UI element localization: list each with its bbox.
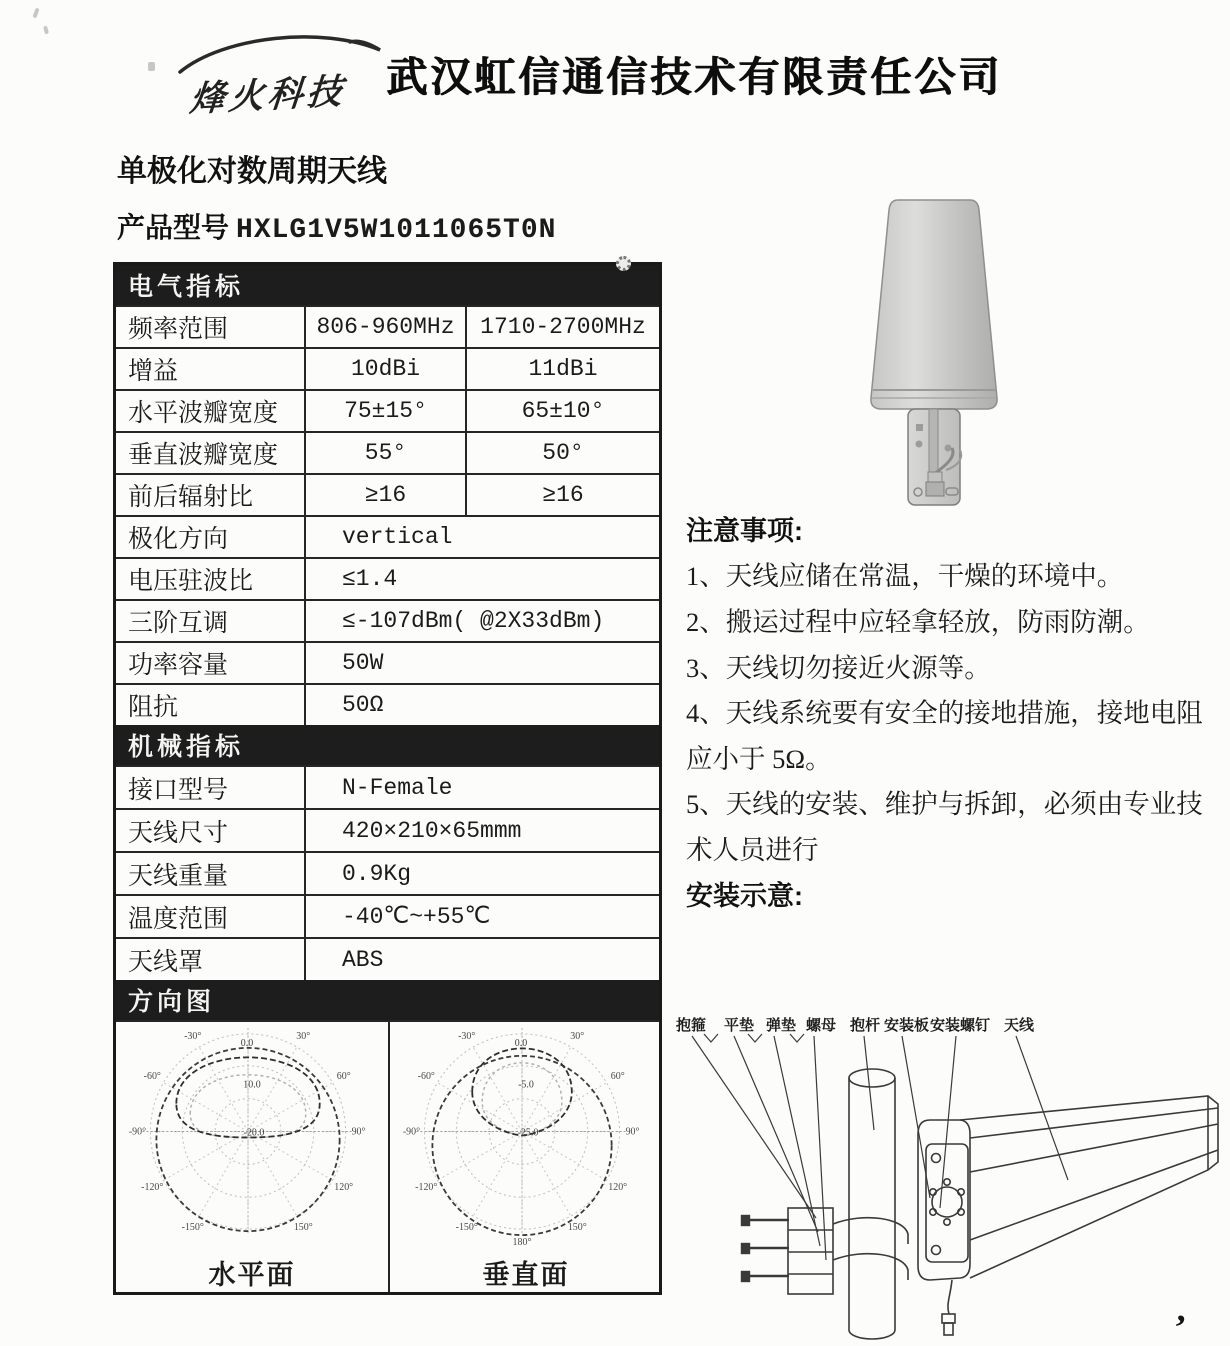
spec-label: 电压驻波比	[116, 559, 306, 599]
table-row	[116, 808, 659, 851]
spec-value: ≤1.4	[342, 566, 398, 592]
spec-value-high-band: 65±10°	[521, 398, 605, 424]
model-label: 产品型号	[117, 212, 230, 243]
scan-artifact	[616, 256, 631, 271]
pattern-plot-vertical	[390, 1022, 662, 1292]
angle-tick-label: 30°	[570, 1030, 585, 1042]
install-part-label: 抱箍	[676, 1018, 707, 1034]
spec-value: vertical	[342, 524, 453, 550]
note-item: 2、搬运过程中应轻拿轻放，防雨防潮。	[686, 607, 1150, 638]
table-row	[116, 347, 659, 389]
install-part-label: 平垫	[724, 1018, 755, 1034]
polar-plot	[390, 1022, 662, 1257]
install-part-label: 螺母	[806, 1018, 837, 1034]
angle-tick-label: 90°	[625, 1126, 640, 1138]
note-item: 4、天线系统要有安全的接地措施，接地电阻应小于 5Ω。	[686, 698, 1203, 774]
angle-tick-label: 30°	[296, 1030, 311, 1042]
angle-tick-label: -90°	[402, 1126, 421, 1138]
spec-value-low-band: 806-960MHz	[306, 307, 467, 347]
spec-label: 接口型号	[116, 767, 306, 808]
spec-value-low-band: 55°	[306, 433, 467, 473]
installation-diagram	[668, 1012, 1230, 1346]
spec-value-high-band: 50°	[542, 440, 584, 466]
spec-label: 频率范围	[116, 307, 306, 347]
angle-tick-label: -60°	[143, 1071, 161, 1083]
spec-label: 前后辐射比	[116, 475, 306, 515]
angle-tick-label: 120°	[608, 1181, 628, 1193]
table-row	[116, 599, 659, 641]
table-row	[116, 431, 659, 473]
spec-label: 天线重量	[116, 853, 306, 894]
table-row	[116, 515, 659, 557]
spec-value-high-band: 1710-2700MHz	[480, 314, 646, 340]
spec-value: ≤-107dBm( @2X33dBm)	[342, 608, 605, 634]
spec-value: 50W	[342, 650, 384, 676]
note-item: 1、天线应储在常温，干燥的环境中。	[686, 561, 1124, 592]
angle-tick-label: 60°	[610, 1071, 625, 1083]
plot-caption: 水平面	[208, 1260, 296, 1290]
angle-tick-label: -150°	[455, 1222, 478, 1234]
plot-caption: 垂直面	[482, 1260, 570, 1290]
angle-tick-label: 150°	[293, 1222, 313, 1234]
title-block	[117, 146, 556, 246]
spec-value: -40℃~+55℃	[342, 904, 491, 930]
antenna-product-image	[828, 186, 1040, 521]
spec-table	[113, 262, 662, 1295]
table-row	[116, 894, 659, 937]
spec-value-low-band: 10dBi	[306, 349, 467, 389]
table-row	[116, 557, 659, 599]
section-header-mech: 机械指标	[116, 725, 659, 765]
logo-text: 烽火科技	[188, 70, 348, 121]
spec-value-low-band: 75±15°	[306, 391, 467, 431]
angle-tick-label: 180°	[512, 1237, 532, 1249]
db-tick-label: -20.0	[243, 1127, 265, 1139]
angle-tick-label: -30°	[184, 1030, 202, 1042]
spec-label: 温度范围	[116, 896, 306, 937]
model-number: HXLG1V5W1011065T0N	[236, 215, 557, 246]
angle-tick-label: -90°	[128, 1126, 147, 1138]
angle-tick-label: -30°	[458, 1030, 476, 1042]
section-header-elec: 电气指标	[116, 265, 659, 305]
install-part-label: 弹垫	[766, 1018, 797, 1034]
scan-artifact	[148, 62, 155, 71]
install-title: 安装示意:	[686, 881, 803, 912]
notes-title: 注意事项:	[686, 516, 803, 546]
spec-label: 三阶互调	[116, 601, 306, 641]
angle-tick-label: -120°	[415, 1181, 438, 1193]
pattern-plot-horizontal	[116, 1022, 390, 1292]
angle-tick-label: 120°	[334, 1181, 354, 1193]
angle-tick-label: 60°	[336, 1071, 351, 1083]
install-part-label: 天线	[1004, 1018, 1035, 1034]
install-part-label: 安装螺钉	[930, 1018, 991, 1034]
table-row	[116, 305, 659, 347]
table-row	[116, 683, 659, 725]
angle-tick-label: 150°	[567, 1222, 587, 1234]
notes-block	[686, 508, 1226, 920]
product-model-line	[117, 206, 556, 246]
scan-artifact: ,	[1175, 1288, 1190, 1330]
db-tick-label: -5.0	[518, 1079, 534, 1091]
polar-plot	[116, 1022, 388, 1257]
scan-artifact	[32, 8, 39, 19]
table-row	[116, 851, 659, 894]
table-row	[116, 641, 659, 683]
spec-label: 天线罩	[116, 939, 306, 980]
db-tick-label: 0.0	[240, 1037, 254, 1049]
product-title: 单极化对数周期天线	[117, 155, 387, 188]
angle-tick-label: -60°	[417, 1071, 435, 1083]
table-row	[116, 937, 659, 980]
section-header-pattern: 方向图	[116, 980, 659, 1020]
spec-label: 功率容量	[116, 643, 306, 683]
note-item: 3、天线切勿接近火源等。	[686, 652, 991, 683]
spec-value: 420×210×65mmm	[342, 817, 522, 844]
table-row	[116, 389, 659, 431]
spec-label: 阻抗	[116, 685, 306, 725]
table-row	[116, 765, 659, 808]
db-tick-label: 0.0	[514, 1037, 528, 1049]
db-tick-label: 10.0	[243, 1079, 261, 1091]
spec-value: 50Ω	[342, 692, 384, 718]
spec-label: 垂直波瓣宽度	[116, 433, 306, 473]
angle-tick-label: -150°	[181, 1222, 204, 1234]
spec-value-high-band: ≥16	[542, 482, 584, 508]
install-part-label: 安装板	[884, 1018, 930, 1034]
spec-value: 0.9Kg	[342, 860, 412, 887]
company-name: 武汉虹信通信技术有限责任公司	[386, 54, 1002, 100]
table-row	[116, 473, 659, 515]
spec-value-high-band: 11dBi	[528, 356, 598, 382]
spec-label: 天线尺寸	[116, 810, 306, 851]
spec-value: ABS	[342, 946, 384, 973]
install-part-label: 抱杆	[850, 1018, 881, 1034]
angle-tick-label: 90°	[351, 1126, 366, 1138]
radome-shape	[871, 200, 997, 409]
spec-value: N-Female	[342, 774, 453, 801]
scan-artifact	[43, 26, 49, 35]
note-item: 5、天线的安装、维护与拆卸，必须由专业技术人员进行	[686, 789, 1203, 865]
spec-value-low-band: ≥16	[306, 475, 467, 515]
spec-label: 增益	[116, 349, 306, 389]
company-logo	[172, 28, 392, 121]
spec-label: 极化方向	[116, 517, 306, 557]
pattern-plots-row	[116, 1020, 659, 1292]
spec-label: 水平波瓣宽度	[116, 391, 306, 431]
angle-tick-label: -120°	[141, 1181, 164, 1193]
db-tick-label: -25.0	[517, 1127, 539, 1139]
